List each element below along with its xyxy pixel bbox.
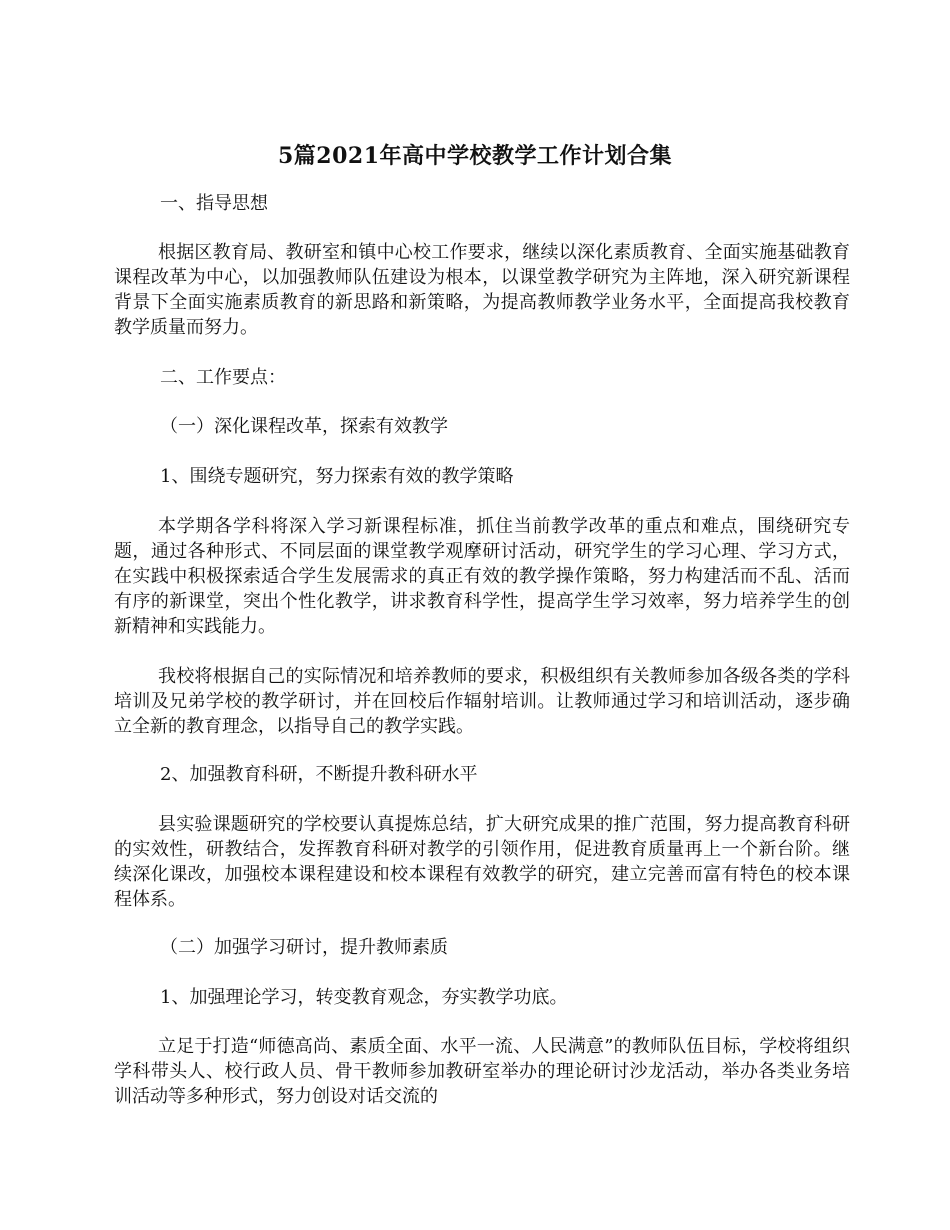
item-heading-education-research: 2、加强教育科研，不断提升教科研水平 [160, 764, 478, 785]
paragraph-guiding-ideology: 根据区教育局、教研室和镇中心校工作要求，继续以深化素质教育、全面实施基础教育课程改革为中心，以加强教师队伍建设为根本，以课堂教学研究为主阵地，深入研究新课程背景下全面实施素质教育的新思路和新策略，为提高教师教学业务水平，全面提高我校教育教学质量而努力。 [114, 242, 850, 338]
subsection-heading-curriculum-reform: （一）深化课程改革，探索有效教学 [160, 416, 448, 437]
paragraph-education-research: 县实验课题研究的学校要认真提炼总结，扩大研究成果的推广范围，努力提高教育科研的实效性，研教结合，发挥教育科研对教学的引领作用，促进教育质量再上一个新台阶。继续深化课改，加强校本课程建设和校本课程有效教学的研究，建立完善而富有特色的校本课程体系。 [114, 814, 850, 910]
paragraph-teacher-training: 我校将根据自己的实际情况和培养教师的要求，积极组织有关教师参加各级各类的学科培训及兄弟学校的教学研讨，并在回校后作辐射培训。让教师通过学习和培训活动，逐步确立全新的教育理念，以指导自己的教学实践。 [114, 666, 850, 737]
paragraph-theory-study: 立足于打造“师德高尚、素质全面、水平一流、人民满意”的教师队伍目标，学校将组织学科带头人、校行政人员、骨干教师参加教研室举办的理论研讨沙龙活动，举办各类业务培训活动等多种形式，努力创设对话交流的 [114, 1036, 850, 1107]
paragraph-topic-research: 本学期各学科将深入学习新课程标准，抓住当前教学改革的重点和难点，围绕研究专题，通过各种形式、不同层面的课堂教学观摩研讨活动，研究学生的学习心理、学习方式，在实践中积极探索适合学生发展需求的真正有效的教学操作策略，努力构建活而不乱、活而有序的新课堂，突出个性化教学，讲求教育科学性，提高学生学习效率，努力培养学生的创新精神和实践能力。 [114, 516, 850, 637]
item-heading-topic-research: 1、围绕专题研究，努力探索有效的教学策略 [160, 466, 514, 487]
item-heading-theory-study: 1、加强理论学习，转变教育观念，夯实教学功底。 [160, 987, 568, 1008]
subsection-heading-study-discussion: （二）加强学习研讨，提升教师素质 [160, 937, 448, 958]
document-title: 5篇2021年高中学校教学工作计划合集 [277, 143, 673, 169]
section-heading-guiding-ideology: 一、指导思想 [160, 193, 268, 214]
section-heading-work-points: 二、工作要点： [160, 367, 286, 388]
